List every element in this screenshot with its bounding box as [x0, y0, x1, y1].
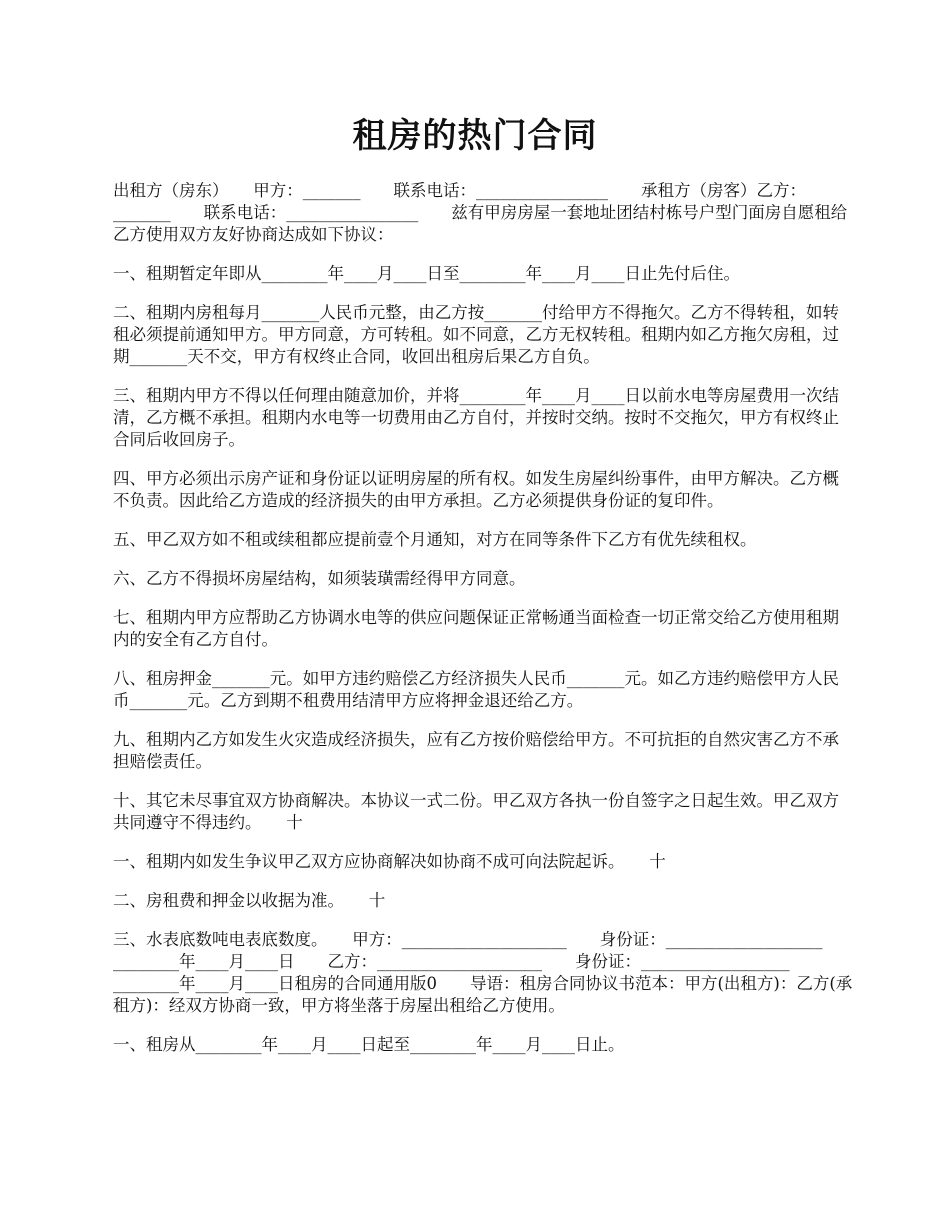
paragraph-clause-9: 九、租期内乙方如发生火灾造成经济损失，应有乙方按价赔偿给甲方。不可抗拒的自然灾害乙方不承担赔偿责任。	[113, 730, 839, 771]
paragraph-clause-1: 一、租期暂定年即从________年____月____日至________年____月____日止先付后住。	[113, 264, 740, 283]
paragraph-intro: 出租方（房东） 甲方：_______ 联系电话：________________ 承租方（房客）乙方：_______ 联系电话：________________ 兹有甲房房屋一套地址团结村栋号户型门面房自愿租给乙方使用双方友好协商达成如下协议：	[113, 181, 848, 244]
paragraph-clause-5: 五、甲乙双方如不租或续租都应提前壹个月通知，对方在同等条件下乙方有优先续租权。	[113, 530, 757, 549]
paragraph-clause-7: 七、租期内甲方应帮助乙方协调水电等的供应问题保证正常畅通当面检查一切正常交给乙方使用租期内的安全有乙方自付。	[113, 608, 839, 649]
paragraph-clause-10: 十、其它未尽事宜双方协商解决。本协议一式二份。甲乙双方各执一份自签字之日起生效。甲乙双方共同遵守不得违约。 十	[113, 791, 839, 832]
paragraph-clause-3: 三、租期内甲方不得以任何理由随意加价，并将________年____月____日以前水电等房屋费用一次结清，乙方概不承担。租期内水电等一切费用由乙方自付，并按时交纳。按时不交拖欠，甲方有权终止合同后收回房子。	[113, 386, 839, 449]
paragraph-signatures: 三、水表底数吨电表底数度。 甲方：____________________ 身份证：___________________ ________年____月____日 乙方：____________________ 身份证：__________________ ________年____月____日租房的合同通用版0 导语：租房合同协议书范本：甲方(出租方)：乙方(承租方)：经双方协商一致，甲方将坐落于房屋出租给乙方使用。	[113, 930, 856, 1015]
paragraph-rental-period: 一、租房从________年____月____日起至________年____月____日止。	[113, 1035, 625, 1054]
paragraph-clause-6: 六、乙方不得损坏房屋结构，如须装璜需经得甲方同意。	[113, 569, 526, 588]
paragraph-clause-4: 四、甲方必须出示房产证和身份证以证明房屋的所有权。如发生房屋纠纷事件，由甲方解决。乙方概不负责。因此给乙方造成的经济损失的由甲方承担。乙方必须提供身份证的复印件。	[113, 469, 839, 510]
document-body	[113, 180, 856, 1073]
paragraph-clause-11: 一、租期内如发生争议甲乙双方应协商解决如协商不成可向法院起诉。 十	[113, 852, 666, 871]
paragraph-clause-2: 二、租期内房租每月_______人民币元整，由乙方按_______付给甲方不得拖欠。乙方不得转租，如转租必须提前通知甲方。甲方同意，方可转租。如不同意，乙方无权转租。租期内如乙方拖欠房租，过期_______天不交，甲方有权终止合同，收回出租房后果乙方自负。	[113, 303, 839, 366]
page-title: 租房的热门合同	[352, 116, 598, 156]
paragraph-clause-8: 八、租房押金_______元。如甲方违约赔偿乙方经济损失人民币_______元。如乙方违约赔偿甲方人民币_______元。乙方到期不租费用结清甲方应将押金退还给乙方。	[113, 669, 839, 710]
paragraph-clause-12: 二、房租费和押金以收据为准。 十	[113, 891, 386, 910]
